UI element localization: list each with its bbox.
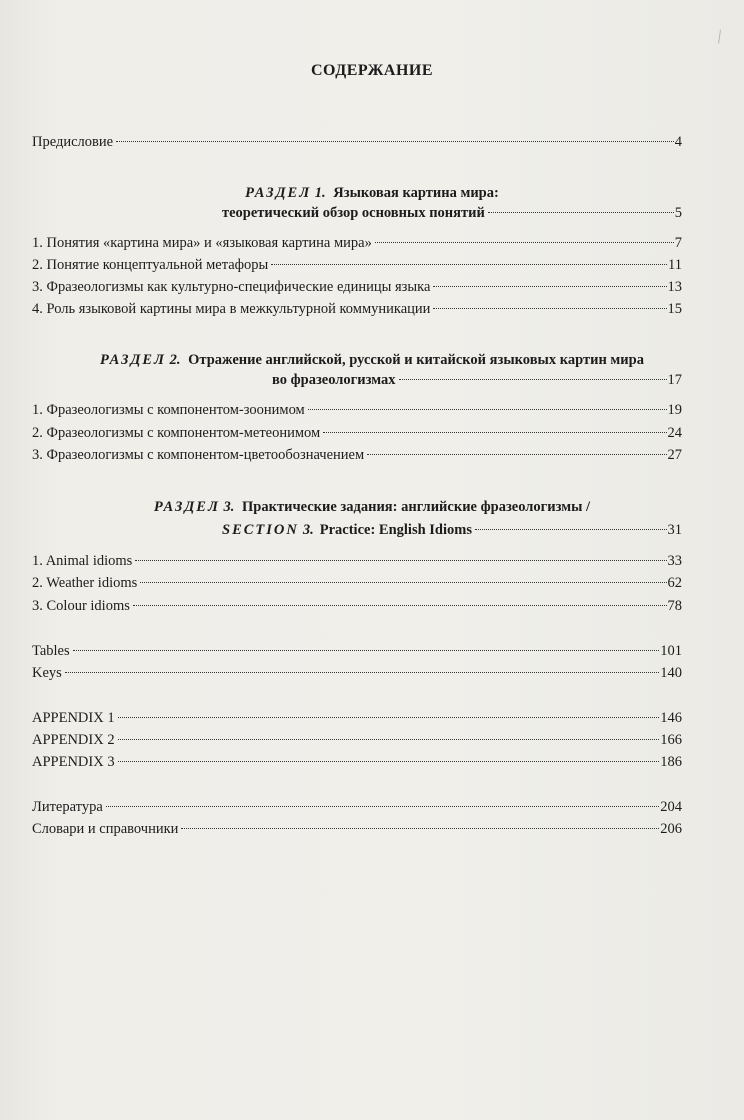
dot-leader (118, 761, 660, 762)
dot-leader (375, 242, 674, 243)
dot-leader (133, 605, 667, 606)
razdel-label: РАЗДЕЛ (153, 499, 220, 515)
dot-leader (118, 739, 660, 740)
toc-page-number: 140 (660, 665, 682, 681)
section-3-heading (0, 497, 744, 517)
toc-entry-label: 3. Colour idioms (32, 598, 130, 614)
razdel-number: 1. (314, 185, 326, 201)
toc-entry-appendix-3 (32, 752, 682, 772)
toc-page-number: 78 (667, 598, 682, 614)
toc-entry-label: 2. Фразеологизмы с компонентом-метеонимом (32, 425, 321, 441)
toc-page-number: 146 (660, 710, 682, 726)
razdel-number: 3. (223, 499, 235, 515)
razdel-label: РАЗДЕЛ (100, 352, 166, 368)
dot-leader (433, 286, 666, 287)
toc-page-number: 33 (667, 553, 682, 569)
dot-leader (323, 432, 666, 433)
section-title-line1: Языковая картина мира: (333, 185, 499, 201)
toc-entry-label: 3. Фразеологизмы с компонентом-цветообозначением (32, 447, 365, 463)
toc-entry-appendix-2 (32, 730, 682, 750)
toc-entry-s1-2 (32, 255, 682, 275)
section-number: 3. (302, 522, 314, 538)
section-title-line1: Отражение английской, русской и китайской языковых картин мира (188, 352, 644, 368)
toc-entry-s3-2 (32, 573, 682, 593)
dot-leader (106, 806, 659, 807)
dot-leader (65, 672, 659, 673)
toc-entry-label: Предисловие (32, 134, 114, 150)
toc-entry-s3-1 (32, 551, 682, 571)
section-1-heading (0, 183, 744, 203)
toc-page-number: 31 (667, 522, 682, 538)
toc-entry-s2-2 (32, 423, 682, 443)
dot-leader (488, 212, 674, 213)
toc-entry-label: APPENDIX 1 (32, 710, 115, 726)
section-3-subtitle (222, 520, 682, 540)
toc-entry-label: 2. Weather idioms (32, 575, 138, 591)
toc-entry-s1-4 (32, 299, 682, 319)
toc-entry-label: Tables (32, 643, 70, 659)
toc-entry-s1-3 (32, 277, 682, 297)
dot-leader (433, 308, 666, 309)
toc-page-number: 166 (660, 732, 682, 748)
toc-entry-label: 2. Понятие концептуальной метафоры (32, 257, 269, 273)
toc-page-number: 15 (667, 301, 682, 317)
toc-entry-preface (32, 132, 682, 152)
section-1-subtitle (222, 203, 682, 223)
section-title-line1: Практические задания: английские фразеологизмы / (242, 499, 591, 515)
toc-page-number: 13 (667, 279, 682, 295)
dot-leader (140, 582, 666, 583)
toc-page-number: 206 (660, 821, 682, 837)
page-title: СОДЕРЖАНИЕ (310, 62, 434, 79)
dot-leader (73, 650, 660, 651)
toc-page-number: 24 (667, 425, 682, 441)
toc-entry-appendix-1 (32, 708, 682, 728)
toc-page-number: 7 (674, 235, 682, 251)
toc-entry-label: 4. Роль языковой картины мира в межкультурной коммуникации (32, 301, 431, 317)
toc-entry-s2-1 (32, 400, 682, 420)
toc-entry-label: 1. Фразеологизмы с компонентом-зоонимом (32, 402, 305, 418)
toc-entry-label: Литература (32, 799, 103, 815)
toc-entry-dictionaries (32, 819, 682, 839)
toc-entry-keys (32, 663, 682, 683)
toc-page-number: 17 (667, 372, 682, 388)
razdel-label: РАЗДЕЛ (245, 185, 312, 201)
razdel-number: 2. (169, 352, 181, 368)
toc-page-number: 204 (660, 799, 682, 815)
dot-leader (367, 454, 666, 455)
toc-page-number: 186 (660, 754, 682, 770)
toc-entry-label: 1. Понятия «картина мира» и «языковая картина мира» (32, 235, 372, 251)
dot-leader (399, 379, 667, 380)
dot-leader (181, 828, 659, 829)
dot-leader (271, 264, 667, 265)
dot-leader (116, 141, 674, 142)
dot-leader (118, 717, 660, 718)
toc-entry-label: APPENDIX 2 (32, 732, 115, 748)
toc-entry-s2-3 (32, 445, 682, 465)
toc-page-number: 101 (660, 643, 682, 659)
dot-leader (135, 560, 666, 561)
toc-entry-literature (32, 797, 682, 817)
dot-leader (308, 409, 667, 410)
page-corner-mark (718, 30, 727, 45)
toc-page-number: 62 (667, 575, 682, 591)
toc-page-number: 5 (674, 205, 682, 221)
toc-entry-label: 1. Animal idioms (32, 553, 133, 569)
toc-entry-label: Keys (32, 665, 62, 681)
section-label: SECTION (222, 522, 299, 538)
section-title-line2: во фразеологизмах (272, 372, 396, 388)
toc-entry-s1-1 (32, 233, 682, 253)
toc-page-number: 19 (667, 402, 682, 418)
toc-page-number: 27 (667, 447, 682, 463)
toc-entry-tables (32, 641, 682, 661)
section-title-line2: Practice: English Idioms (319, 522, 472, 538)
toc-entry-label: 3. Фразеологизмы как культурно-специфические единицы языка (32, 279, 431, 295)
toc-page-number: 11 (668, 257, 682, 273)
toc-entry-s3-3 (32, 596, 682, 616)
dot-leader (475, 529, 667, 530)
section-2-heading (0, 350, 744, 370)
toc-entry-label: Словари и справочники (32, 821, 179, 837)
section-title-line2: теоретический обзор основных понятий (222, 205, 485, 221)
toc-page-number: 4 (674, 134, 682, 150)
toc-entry-label: APPENDIX 3 (32, 754, 115, 770)
section-2-subtitle (272, 370, 682, 390)
